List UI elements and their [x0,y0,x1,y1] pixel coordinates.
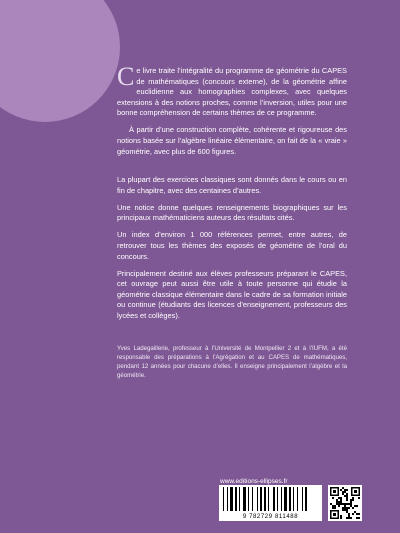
qr-code-icon [328,485,362,521]
intro-text [117,62,347,164]
paragraph-audience: Principalement destiné aux élèves professeurs préparant le CAPES, cet ouvrage peut aussi être utile à toute personne qui étudie la géométrie classique élémentaire dans le cadre de sa formation initiale ou continue (étudiants des licences d’enseignement, professeurs des lycées et collèges). [117,268,347,321]
decorative-circle [0,0,120,122]
drop-cap: C [117,62,135,91]
intro-paragraph-1: Ce livre traite l’intégralité du programme de géométrie du CAPES de mathématiques (concours externe), de la géométrie affine euclidienne aux homographies complexes, avec quelques extensions à des notions proches, comme l’inversion, utiles pour une bonne compréhension de certains thèmes de ce programme. [117,62,347,118]
author-bio: Yves Ladegaillerie, professeur à l’Université de Montpellier 2 et à l’IUFM, a été responsable des préparations à l’Agrégation et au CAPES de mathématiques, pendant 12 années pour chacune d’elles. Il enseigne principalement l’algèbre et la géométrie. [117,345,347,379]
barcode-icon [219,485,322,513]
publisher-website[interactable]: www.editions-ellipses.fr [220,478,288,485]
intro-paragraph-2: À partir d’une construction complète, cohérente et rigoureuse des notions basée sur l’algèbre linéaire élémentaire, on fait de la « vraie » géométrie, avec plus de 600 figures. [117,125,347,156]
paragraph-notice: Une notice donne quelques renseignements biographiques sur les principaux mathématiciens auteurs des résultats cités. [117,202,347,223]
isbn-number: 9 782729 811488 [219,513,322,521]
paragraph-index: Un index d’environ 1 000 références permet, entre autres, de retrouver tous les thèmes des exposés de géométrie de l’oral du concours. [117,230,347,261]
paragraph-exercises: La plupart des exercices classiques sont donnés dans le cours ou en fin de chapitre, avec des centaines d’autres. [117,175,347,195]
main-text [117,175,347,328]
